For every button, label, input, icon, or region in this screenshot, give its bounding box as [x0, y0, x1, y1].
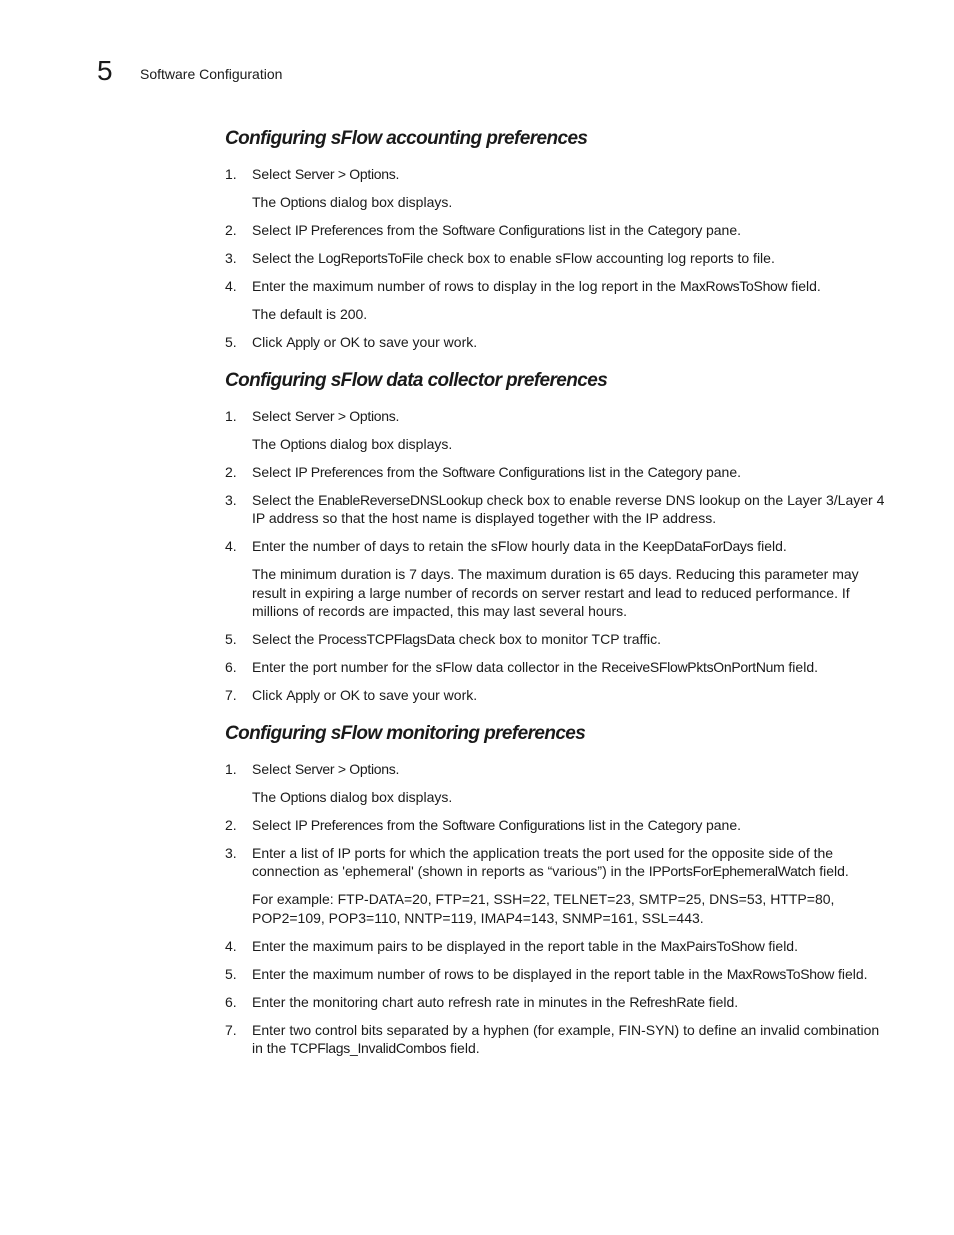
step-note: The Options dialog box displays. [252, 435, 453, 452]
step: 5. Click Apply or OK to save your work. [225, 334, 478, 350]
ui-term: Options [280, 788, 327, 805]
step-number: 7. [225, 1021, 237, 1038]
step: 7. Click Apply or OK to save your work. [225, 687, 478, 703]
ui-term: LogReportsToFile [318, 250, 424, 266]
section-heading: Configuring sFlow data collector preferences [225, 369, 608, 391]
ui-term: IPPortsForEphemeralWatch [648, 863, 816, 879]
ui-term: Category [647, 222, 703, 238]
step: 1. Select Server > Options. [225, 760, 400, 777]
step: 5. Select the ProcessTCPFlagsData check box to monitor TCP traffic. [225, 631, 662, 647]
section [225, 128, 885, 352]
ui-term: MaxRowsToShow [726, 965, 835, 982]
step-number: 2. [225, 463, 237, 480]
step-note: The Options dialog box displays. [252, 788, 453, 805]
ui-term: Software Configurations [442, 222, 585, 238]
step: 5. Enter the maximum number of rows to be displayed in the report table in the MaxRowsToShow field. [225, 965, 868, 982]
ui-term: Server > Options [294, 760, 396, 777]
chapter-title: Software Configuration [140, 66, 283, 82]
step-number: 5. [225, 965, 237, 982]
step: 7. Enter two control bits separated by a hyphen (for example, FIN-SYN) to define an invalid combination in the TCPFlags_InvalidCombos field. [225, 1021, 880, 1056]
ui-term: ReceiveSFlowPktsOnPortNum [601, 659, 785, 675]
step-number: 2. [225, 816, 237, 833]
ui-term: KeepDataForDays [642, 538, 754, 554]
ui-term: RefreshRate [629, 993, 705, 1010]
ui-term: IP Preferences [294, 816, 383, 833]
step-number: 3. [225, 844, 237, 861]
ui-term: OK [340, 687, 360, 703]
ui-term: Software Configurations [442, 816, 585, 833]
step-number: 2. [225, 222, 237, 238]
ui-term: Category [647, 816, 703, 833]
step-number: 1. [225, 760, 237, 777]
step: 6. Enter the monitoring chart auto refresh rate in minutes in the RefreshRate field. [225, 993, 739, 1010]
step-number: 7. [225, 687, 237, 703]
step-note: The default is 200. [252, 306, 368, 322]
step-number: 5. [225, 334, 237, 350]
section [225, 370, 885, 705]
step: 3. Enter a list of IP ports for which the application treats the port used for the opposite side of the connection as 'ephemeral' (shown in reports as “various”) in the IPPortsForEphemeralWatch field. [225, 844, 849, 879]
ui-term: IP Preferences [294, 463, 383, 480]
ui-term: EnableReverseDNSLookup [318, 491, 483, 508]
step: 2. Select IP Preferences from the Software Configurations list in the Category pane. [225, 816, 742, 833]
section [225, 723, 885, 1058]
ui-term: Apply [286, 687, 320, 703]
ui-term: TCPFlags_InvalidCombos [290, 1040, 447, 1056]
step: 6. Enter the port number for the sFlow data collector in the ReceiveSFlowPktsOnPortNum field. [225, 659, 818, 675]
step-number: 5. [225, 631, 237, 647]
step-number: 4. [225, 937, 237, 954]
step-number: 3. [225, 491, 237, 508]
step: 3. Select the EnableReverseDNSLookup check box to enable reverse DNS lookup on the Layer 3/Layer 4 IP address so that the host name is displayed together with the IP address. [225, 491, 885, 526]
step: 1. Select Server > Options. [225, 407, 400, 424]
ui-term: Options [280, 194, 327, 210]
step-note: The Options dialog box displays. [252, 194, 453, 210]
step-number: 4. [225, 278, 237, 294]
ui-term: Server > Options [294, 407, 396, 424]
step-number: 6. [225, 659, 237, 675]
section-heading: Configuring sFlow monitoring preferences [225, 722, 586, 744]
ui-term: MaxPairsToShow [660, 937, 765, 954]
section-heading: Configuring sFlow accounting preferences [225, 128, 588, 149]
step-number: 3. [225, 250, 237, 266]
ui-term: ProcessTCPFlagsData [318, 631, 455, 647]
step: 1. Select Server > Options. [225, 166, 400, 182]
step: 4. Enter the maximum number of rows to display in the log report in the MaxRowsToShow field. [225, 278, 821, 294]
step-number: 6. [225, 993, 237, 1010]
step-number: 4. [225, 538, 237, 554]
ui-term: Server > Options [294, 166, 396, 182]
ui-term: IP Preferences [294, 222, 383, 238]
step-number: 1. [225, 166, 237, 182]
ui-term: Software Configurations [442, 463, 585, 480]
step: 2. Select IP Preferences from the Software Configurations list in the Category pane. [225, 463, 742, 480]
step: 2. Select IP Preferences from the Software Configurations list in the Category pane. [225, 222, 742, 238]
step-note: For example: FTP-DATA=20, FTP=21, SSH=22, TELNET=23, SMTP=25, DNS=53, HTTP=80, POP2=109, POP3=110, NNTP=119, IMAP4=143, SNMP=161, SSL=443. [252, 891, 835, 926]
chapter-number: 5 [97, 55, 113, 86]
ui-term: OK [340, 334, 360, 350]
step-number: 1. [225, 407, 237, 424]
ui-term: Options [280, 435, 327, 452]
ui-term: Category [647, 463, 703, 480]
step: 4. Enter the maximum pairs to be displayed in the report table in the MaxPairsToShow field. [225, 937, 798, 954]
step: 4. Enter the number of days to retain the sFlow hourly data in the KeepDataForDays field. [225, 538, 787, 554]
document-body [225, 128, 885, 1076]
ui-term: MaxRowsToShow [679, 278, 788, 294]
ui-term: Apply [286, 334, 320, 350]
step: 3. Select the LogReportsToFile check box to enable sFlow accounting log reports to file. [225, 250, 775, 266]
step-note: The minimum duration is 7 days. The maximum duration is 65 days. Reducing this parameter may result in expiring a large number of records on server restart and lead to reduced performance. If millions of records are impacted, this may last several hours. [252, 566, 859, 619]
